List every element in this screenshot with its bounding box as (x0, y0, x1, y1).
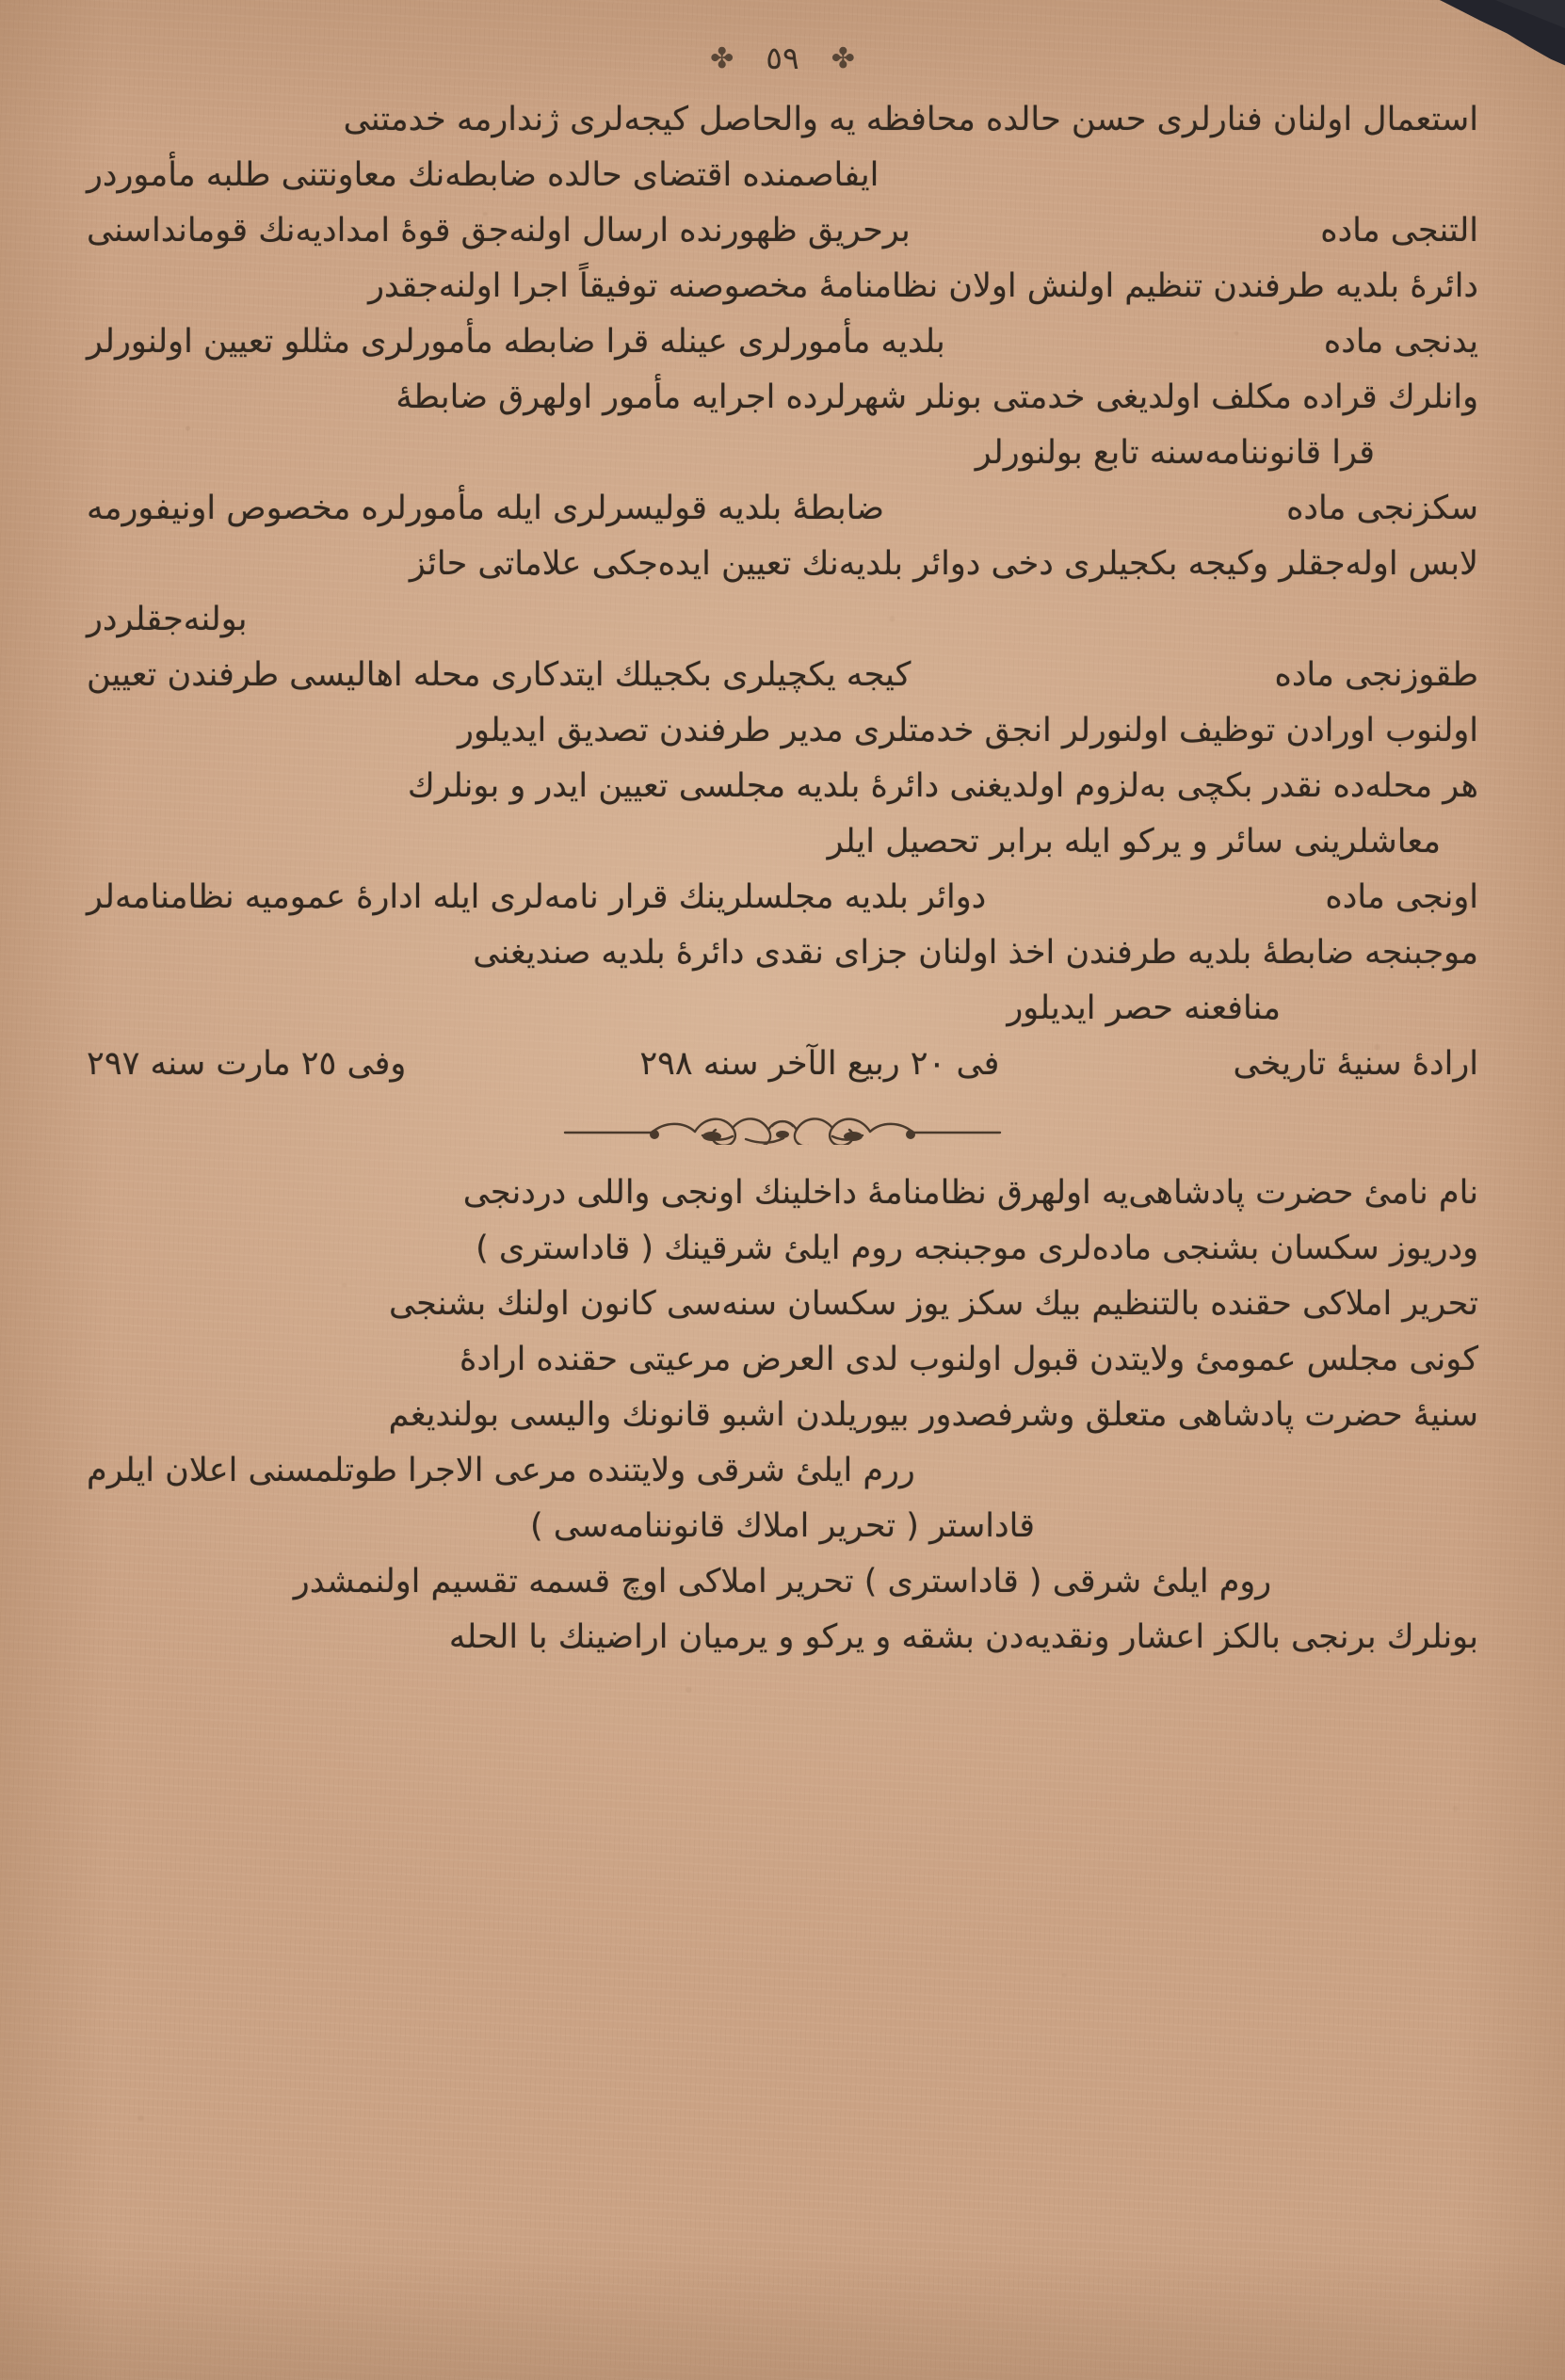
line-text: موجبنجه ضابطهٔ بلدیه طرفندن اخذ اولنان جزای نقدی دائرهٔ بلدیه صندیغنی (473, 934, 1478, 972)
article-label: التنجی ماده (1320, 212, 1478, 249)
text-line (87, 703, 1478, 759)
text-line (87, 537, 1478, 592)
imperial-decree-date-line (87, 1037, 1478, 1092)
article-body: بلدیه مأمورلری عینله قرا ضابطه مأمورلری مثللو تعیین اولنورلر (87, 323, 945, 361)
line-text: تحریر املاكی حقنده بالتنظیم بیك سكز یوز سكسان سنه‌سی كانون اولنك بشنجی (388, 1285, 1478, 1323)
line-text: منافعنه حصر ایدیلور (1007, 989, 1281, 1027)
text-line (87, 1610, 1478, 1665)
line-text: بونلرك برنجی بالكز اعشار ونقدیه‌دن بشقه و یركو و یرمیان اراضینك با الحله (448, 1618, 1478, 1656)
floral-vine-ornament-divider (87, 1092, 1478, 1160)
article-label: سكزنجی ماده (1286, 490, 1478, 527)
text-line (87, 814, 1478, 870)
line-text: بولنه‌جقلردر (87, 601, 248, 638)
line-text: استعمال اولنان فنارلری حسن حالده محافظه یه والحاصل کیجه‌لری ژندارمه خدمتنی (343, 101, 1478, 138)
article-label: طقوزنجی ماده (1274, 656, 1478, 694)
article-label: یدنجی ماده (1323, 323, 1478, 361)
text-line (87, 1221, 1478, 1277)
text-line (87, 592, 1478, 648)
floral-vine-ornament-icon (561, 1107, 1004, 1145)
section-one (87, 92, 1478, 1092)
line-text: ودریوز سكسان بشنجی ماده‌لری موجبنجه روم ایلیٔ شرقینك ( قاداسترى ) (476, 1230, 1478, 1267)
text-line (87, 1388, 1478, 1443)
page-bottom-shadow (0, 2258, 1565, 2380)
text-line-article (87, 648, 1478, 703)
text-line (87, 925, 1478, 981)
line-text: لابس اوله‌جقلر وكیجه بكجیلری دخی دوائر بلدیه‌نك تعیین ایده‌جكی علاماتی حائز (409, 545, 1478, 583)
decree-date-label: ارادهٔ سنیهٔ تاریخی (1233, 1045, 1478, 1083)
text-line-article (87, 870, 1478, 925)
text-line (87, 1332, 1478, 1388)
line-text: كونی مجلس عمومیٔ ولایتدن قبول اولنوب لدی العرض مرعیتی حقنده ارادهٔ (460, 1341, 1478, 1378)
line-text: سنیهٔ حضرت پادشاهی متعلق وشرفصدور بیوریلدن اشبو قانونك والیسی بولندیغم (388, 1396, 1478, 1434)
floret-ornament-left: ✤ (831, 42, 855, 75)
page-header (87, 0, 1478, 87)
decree-date-rumi: وفی ٢٥ مارت سنه ٢٩٧ (87, 1045, 407, 1083)
text-line-article (87, 203, 1478, 259)
text-line (87, 148, 1478, 203)
text-line (87, 426, 1478, 481)
text-line (87, 370, 1478, 426)
article-body: برحریق ظهورنده ارسال اولنه‌جق قوهٔ امدادیه‌نك قومانداسنی (87, 212, 911, 249)
text-line (87, 1554, 1478, 1610)
line-text: معاشلرینی سائر و یركو ایله برابر تحصیل ایلر (827, 823, 1441, 860)
folio-number: ٥٩ (766, 39, 799, 76)
line-text: وانلرك قراده مكلف اولدیغی خدمتی بونلر شهرلرده اجرایه مأمور اولهرق ضابطهٔ (395, 378, 1478, 416)
text-line (87, 259, 1478, 314)
article-body: دوائر بلدیه مجلسلرینك قرار نامه‌لری ایله ادارهٔ عمومیه نظامنامه‌لر (87, 878, 987, 916)
line-text: اولنوب اورادن توظیف اولنورلر انجق خدمتلری مدیر طرفندن تصدیق ایدیلور (458, 712, 1478, 749)
text-line-article (87, 481, 1478, 537)
line-text: قرا قانوننامه‌سنه تابع بولنورلر (975, 434, 1375, 472)
text-line-article (87, 314, 1478, 370)
article-body: ضابطهٔ بلدیه قولیسرلری ایله مأمورلره مخصوص اونیفورمه (87, 490, 884, 527)
line-text: هر محله‌ده نقدر بكچی به‌لزوم اولدیغنی دائرهٔ بلدیه مجلسی تعیین ایدر و بونلرك (407, 767, 1478, 805)
line-text: ررم ایلیٔ شرقی ولایتنده مرعی الاجرا طوتلمسنی اعلان ایلرم (87, 1452, 915, 1489)
text-line (87, 1443, 1478, 1499)
text-line (87, 1277, 1478, 1332)
law-title-text: قاداستر ( تحریر املاك قانوننامه‌سی ) (530, 1507, 1035, 1545)
text-line (87, 92, 1478, 148)
floret-ornament-right: ✤ (710, 42, 734, 75)
line-text: نام نامیٔ حضرت پادشاهی‌یه اولهرق نظامنامهٔ داخلینك اونجی واللی دردنجی (462, 1174, 1478, 1212)
line-text: ایفاصمنده اقتضای حالده ضابطه‌نك معاونتنی طلبه مأموردر (87, 156, 879, 194)
text-line (87, 759, 1478, 814)
line-text: دائرهٔ بلدیه طرفندن تنظیم اولنش اولان نظامنامهٔ مخصوصنه توفیقاً اجرا اولنه‌جقدر (368, 267, 1478, 305)
text-line (87, 981, 1478, 1037)
decree-date-hijri: فی ٢٠ ربیع الآخر سنه ٢٩٨ (639, 1045, 1000, 1083)
section-two (87, 1166, 1478, 1665)
article-label: اونجی ماده (1325, 878, 1478, 916)
article-body: كیجه یكچیلری بكجیلك ایتدكاری محله اهالیسی طرفندن تعیین (87, 656, 912, 694)
law-title-line (87, 1499, 1478, 1554)
text-line (87, 1166, 1478, 1221)
line-text: روم ایلیٔ شرقی ( قاداسترى ) تحریر املاكی اوچ قسمه تقسیم اولنمشدر (293, 1563, 1272, 1600)
